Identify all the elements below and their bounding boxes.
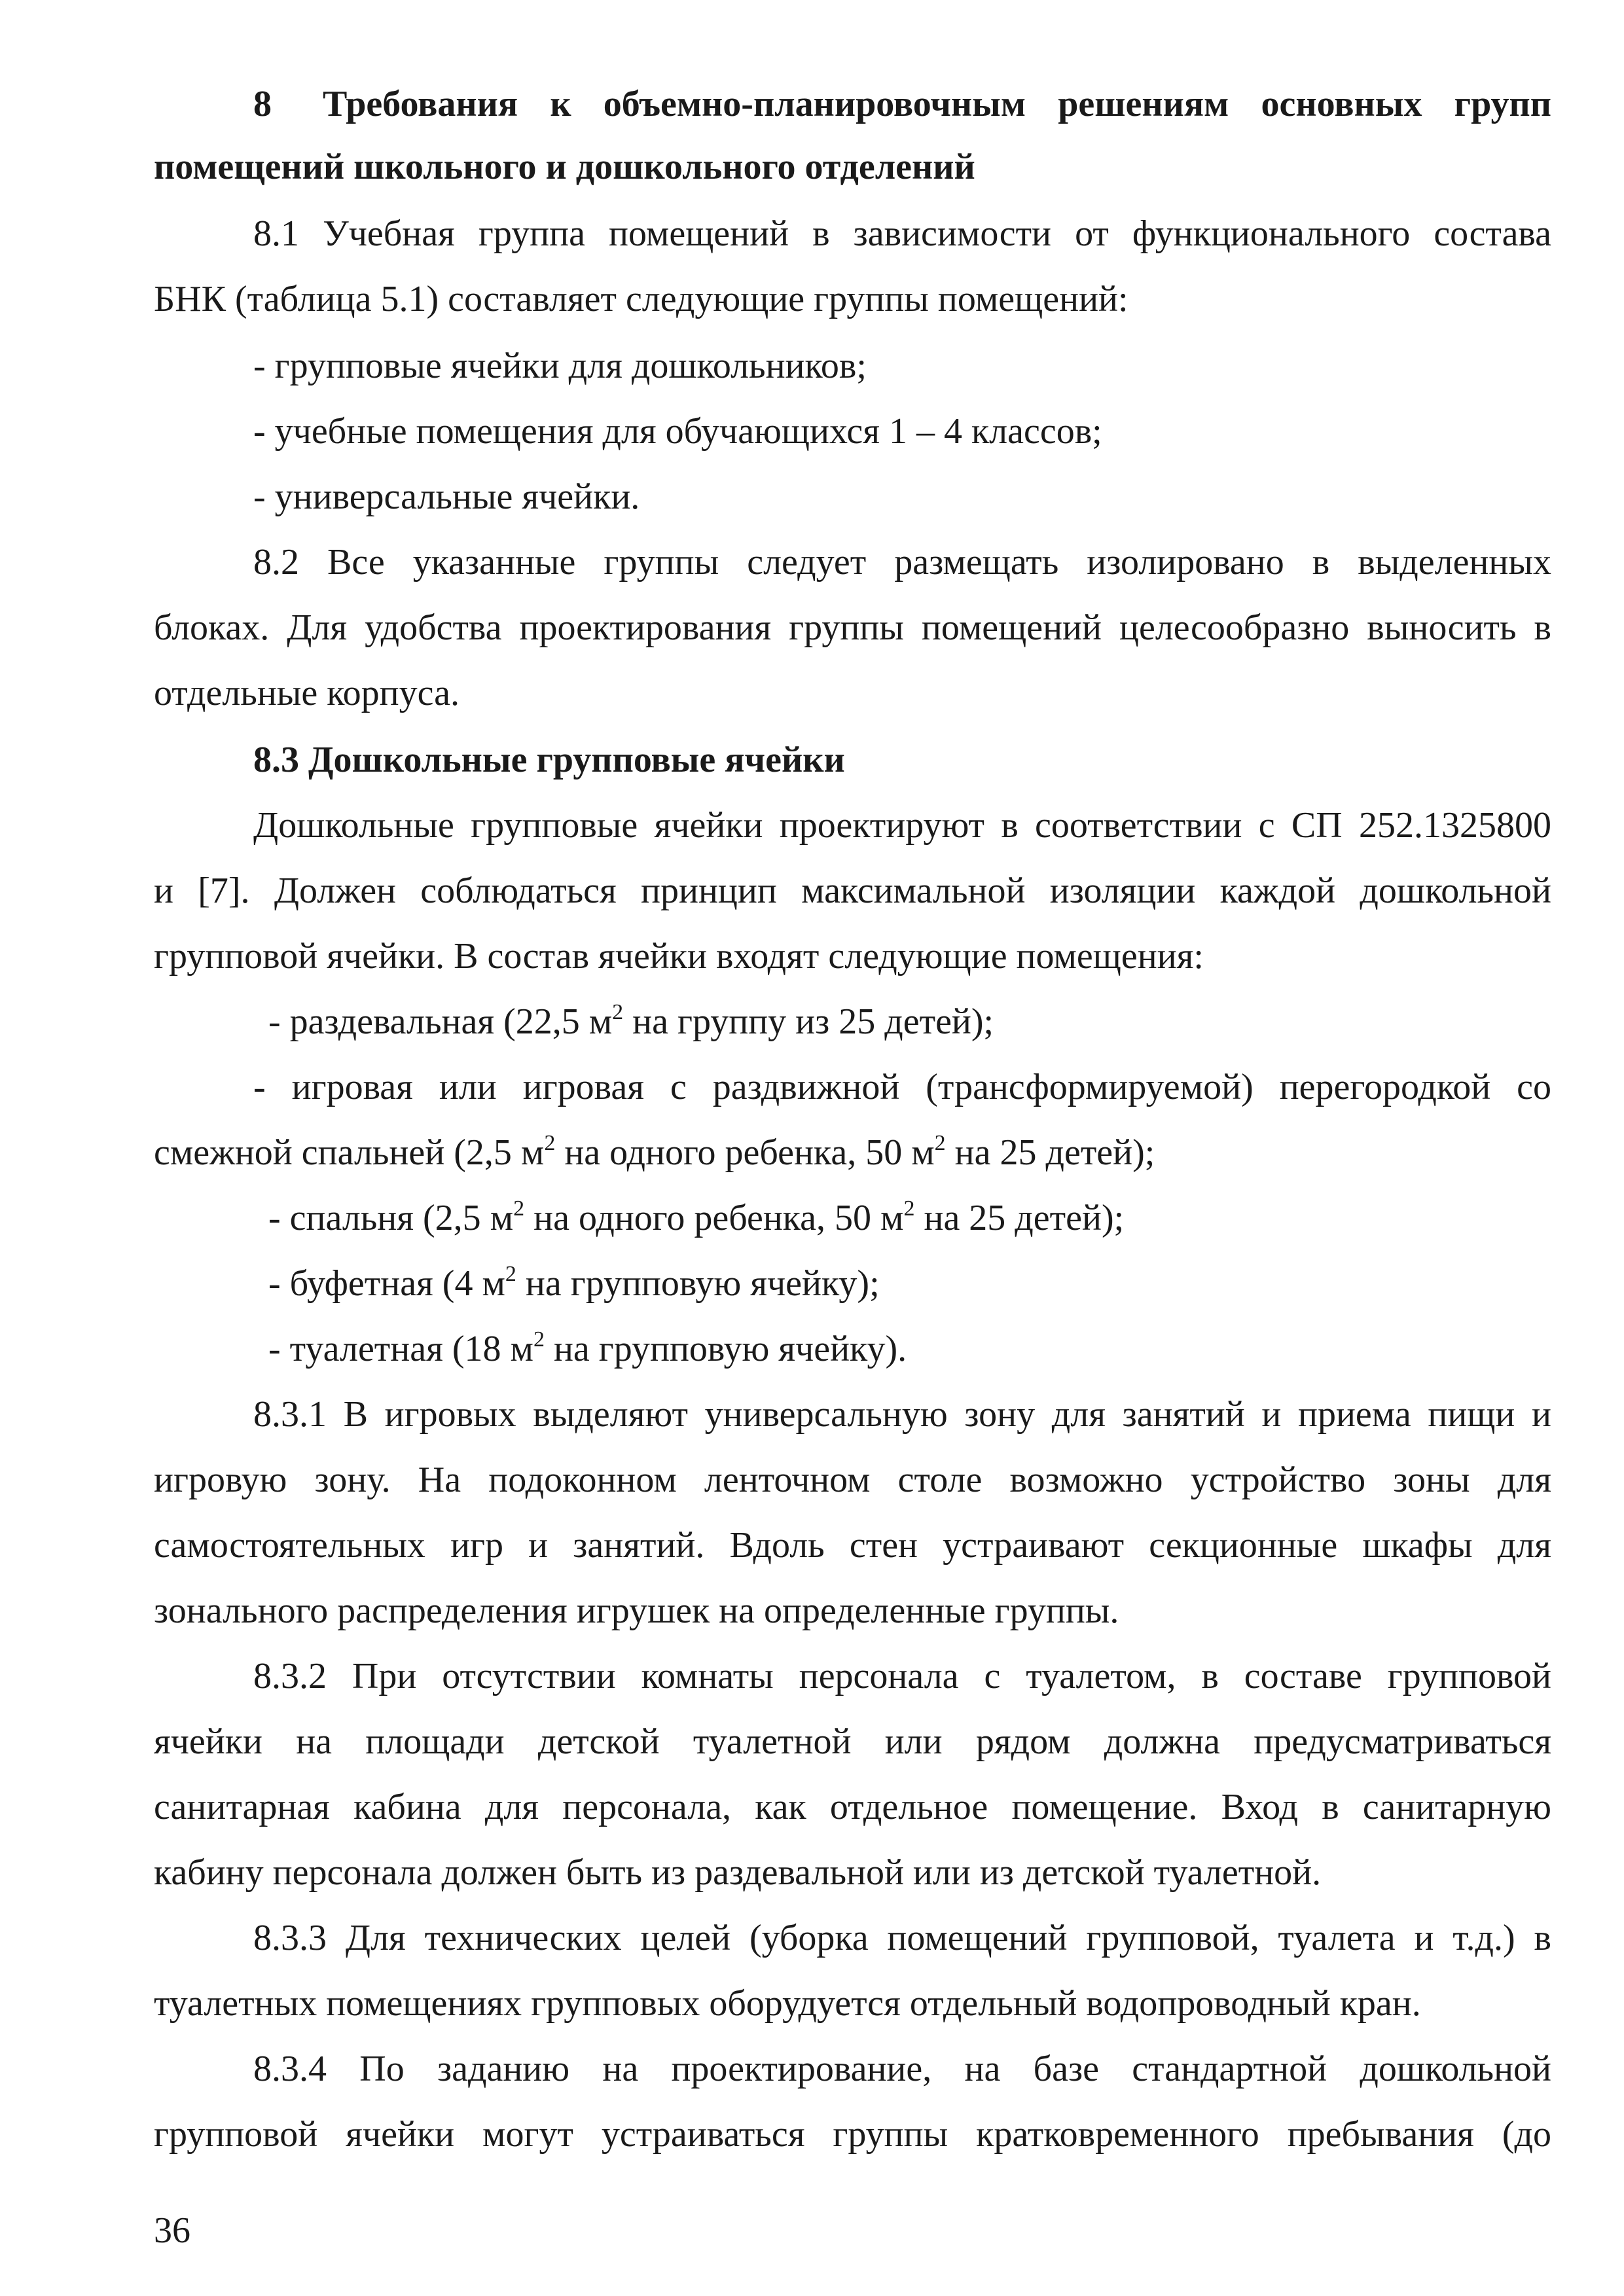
room-item: - буфетная (4 $м^2$ на групповую ячейку); — [268, 1262, 880, 1304]
room-item: - спальня (2,5 $м^2$ на одного ребенка, 50 $м^2$ на 25 детей); — [268, 1196, 1125, 1238]
paragraph-line: кабину персонала должен быть из раздевальной или из детской туалетной. — [154, 1852, 1322, 1893]
paragraph-line: групповой ячейки. В состав ячейки входят следующие помещения: — [154, 936, 1204, 977]
paragraph-line: и [7]. Должен соблюдаться принцип максимальной изоляции каждой дошкольной — [154, 870, 1551, 911]
paragraph-line: БНК (таблица 5.1) составляет следующие группы помещений: — [154, 279, 1128, 319]
paragraph-line: 8.3.4 По заданию на проектирование, на базе стандартной дошкольной — [253, 2049, 1551, 2089]
paragraph-line: блоках. Для удобства проектирования группы помещений целесообразно выносить в — [154, 607, 1551, 648]
room-item: - раздевальная (22,5 $м^2$ на группу из 25 детей); — [268, 1000, 994, 1042]
paragraph-line: туалетных помещениях групповых оборудуется отдельный водопроводный кран. — [154, 1983, 1421, 2024]
list-item: - групповые ячейки для дошкольников; — [253, 346, 867, 386]
page-number: 36 — [154, 2210, 190, 2251]
paragraph-line: Дошкольные групповые ячейки проектируют в соответствии с СП 252.1325800 — [253, 805, 1551, 846]
paragraph-line: санитарная кабина для персонала, как отдельное помещение. Вход в санитарную — [154, 1787, 1551, 1827]
section-title-line: помещений школьного и дошкольного отделений — [154, 147, 975, 187]
subsection-heading: 8.3 Дошкольные групповые ячейки — [253, 740, 845, 780]
section-title-text: Требования к объемно-планировочным решениям основных групп — [323, 84, 1551, 124]
paragraph-line: 8.3.2 При отсутствии комнаты персонала с туалетом, в составе групповой — [253, 1656, 1551, 1696]
room-item-continuation: смежной спальней (2,5 $м^2$ на одного ребенка, 50 $м^2$ на 25 детей); — [154, 1131, 1155, 1173]
room-item: - игровая или игровая с раздвижной (трансформируемой) перегородкой со — [253, 1067, 1551, 1107]
paragraph-line: 8.3.3 Для технических целей (уборка помещений групповой, туалета и т.д.) в — [253, 1918, 1551, 1958]
room-item: - туалетная (18 $м^2$ на групповую ячейку). — [268, 1327, 907, 1369]
list-item: - универсальные ячейки. — [253, 476, 640, 517]
paragraph-line: 8.3.1 В игровых выделяют универсальную зону для занятий и приема пищи и — [253, 1394, 1551, 1435]
paragraph-line: групповой ячейки могут устраиваться группы кратковременного пребывания (до — [154, 2114, 1551, 2155]
paragraph-line: зонального распределения игрушек на определенные группы. — [154, 1590, 1119, 1631]
section-number: 8 — [253, 84, 272, 124]
paragraph-line: ячейки на площади детской туалетной или рядом должна предусматриваться — [154, 1721, 1551, 1762]
paragraph-line: отдельные корпуса. — [154, 673, 460, 713]
paragraph-line: 8.1 Учебная группа помещений в зависимости от функционального состава — [253, 213, 1551, 254]
paragraph-line: самостоятельных игр и занятий. Вдоль стен устраивают секционные шкафы для — [154, 1525, 1551, 1566]
list-item: - учебные помещения для обучающихся 1 – 4 классов; — [253, 411, 1102, 452]
paragraph-line: игровую зону. На подоконном ленточном столе возможно устройство зоны для — [154, 1460, 1551, 1500]
paragraph-line: 8.2 Все указанные группы следует размещать изолировано в выделенных — [253, 542, 1551, 583]
section-title-line — [253, 81, 1551, 127]
